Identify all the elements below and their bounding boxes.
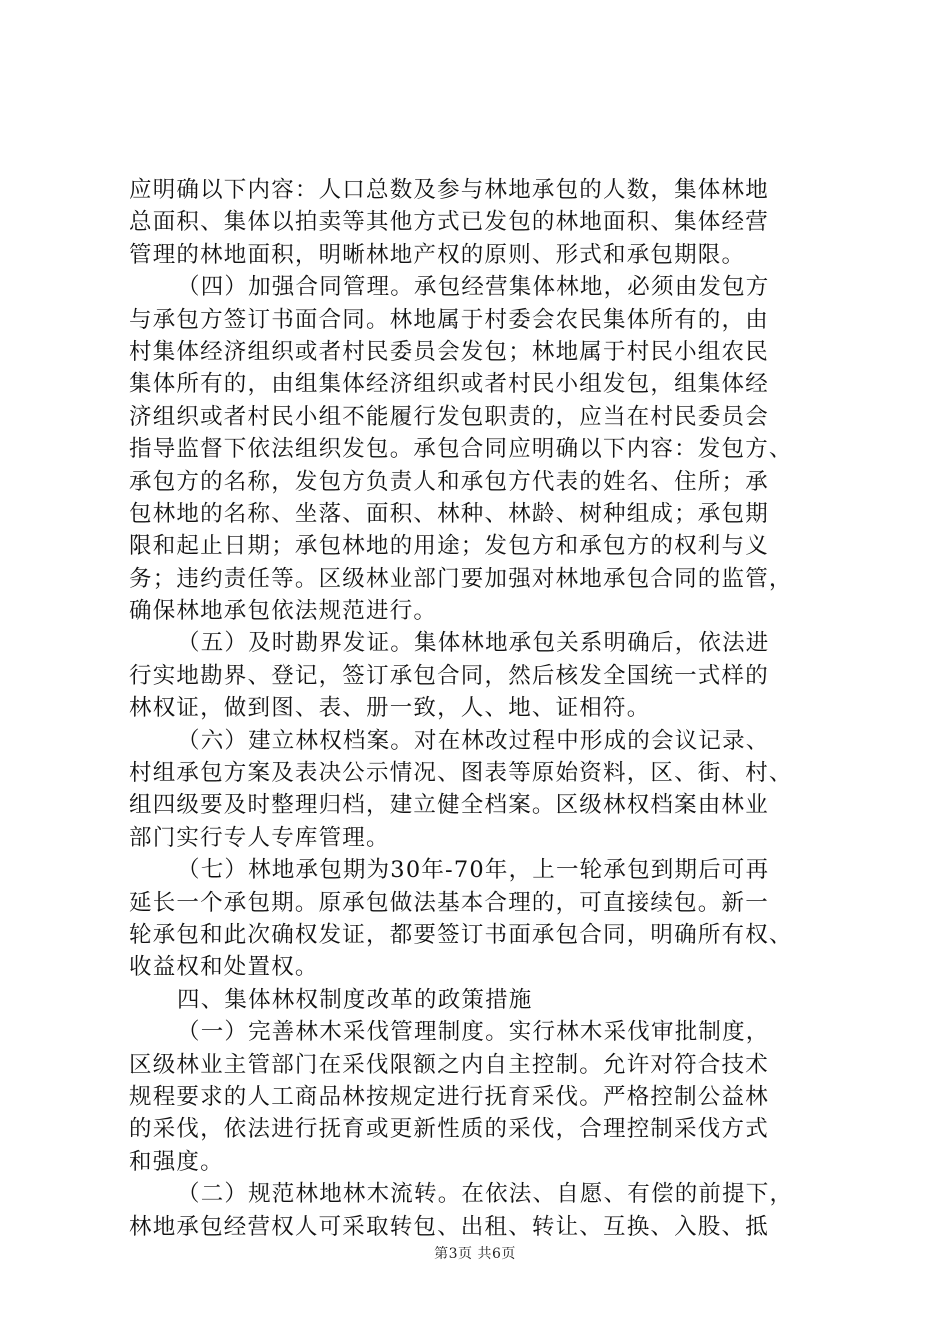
page-number: 第3页 共6页 (434, 1246, 516, 1262)
paragraph-start-line: （七）林地承包期为30年-70年，上一轮承包到期后可再 (177, 857, 770, 884)
text-line: 和强度。 (129, 1148, 224, 1175)
paragraph-start-line: （六）建立林权档案。对在林改过程中形成的会议记录、 (177, 727, 770, 754)
text-line: 集体所有的，由组集体经济组织或者村民小组发包，组集体经 (129, 371, 769, 398)
text-line: 管理的林地面积，明晰林地产权的原则、形式和承包期限。 (129, 241, 746, 268)
text-line: 村组承包方案及表决公示情况、图表等原始资料，区、街、村、 (129, 760, 793, 787)
text-line: 规程要求的人工商品林按规定进行抚育采伐。严格控制公益林 (129, 1083, 769, 1110)
text-line: 包林地的名称、坐落、面积、林种、林龄、树种组成；承包期 (129, 500, 769, 527)
text-line: 区级林业主管部门在采伐限额之内自主控制。允许对符合技术 (129, 1051, 769, 1078)
paragraph-start-line: （一）完善林木采伐管理制度。实行林木采伐审批制度， (177, 1019, 770, 1046)
text-line: 务；违约责任等。区级林业部门要加强对林地承包合同的监管， (129, 565, 793, 592)
text-line: 行实地勘界、登记，签订承包合同，然后核发全国统一式样的 (129, 662, 769, 689)
text-line: 村集体经济组织或者村民委员会发包；林地属于村民小组农民 (129, 338, 769, 365)
text-line: 应明确以下内容：人口总数及参与林地承包的人数，集体林地 (129, 177, 769, 203)
paragraph-start-line: （二）规范林地林木流转。在依法、自愿、有偿的前提下， (177, 1181, 794, 1208)
document-body (129, 174, 829, 1243)
text-line: 延长一个承包期。原承包做法基本合理的，可直接续包。新一 (129, 889, 769, 916)
text-line: 限和起止日期；承包林地的用途；发包方和承包方的权利与义 (129, 533, 769, 560)
paragraph-start-line: （五）及时勘界发证。集体林地承包关系明确后，依法进 (177, 630, 770, 657)
text-line: 承包方的名称，发包方负责人和承包方代表的姓名、住所；承 (129, 468, 769, 495)
text-line: 轮承包和此次确权发证，都要签订书面承包合同，明确所有权、 (129, 921, 793, 948)
text-line: 林权证，做到图、表、册一致，人、地、证相符。 (129, 695, 651, 722)
text-line: 组四级要及时整理归档，建立健全档案。区级林权档案由林业 (129, 792, 769, 819)
section-heading: 四、集体林权制度改革的政策措施 (177, 986, 533, 1013)
text-line: 确保林地承包依法规范进行。 (129, 598, 438, 625)
text-line: 指导监督下依法组织发包。承包合同应明确以下内容：发包方、 (129, 436, 793, 463)
text-line: 收益权和处置权。 (129, 954, 319, 981)
text-line: 济组织或者村民小组不能履行发包职责的，应当在村民委员会 (129, 403, 769, 430)
text-line: 林地承包经营权人可采取转包、出租、转让、互换、入股、抵 (129, 1213, 769, 1240)
paragraph-start-line: （四）加强合同管理。承包经营集体林地，必须由发包方 (177, 274, 770, 301)
text-line: 的采伐，依法进行抚育或更新性质的采伐，合理控制采伐方式 (129, 1116, 769, 1143)
text-line: 部门实行专人专库管理。 (129, 824, 390, 851)
text-line: 总面积、集体以拍卖等其他方式已发包的林地面积、集体经营 (129, 209, 769, 236)
text-line: 与承包方签订书面合同。林地属于村委会农民集体所有的，由 (129, 306, 769, 333)
